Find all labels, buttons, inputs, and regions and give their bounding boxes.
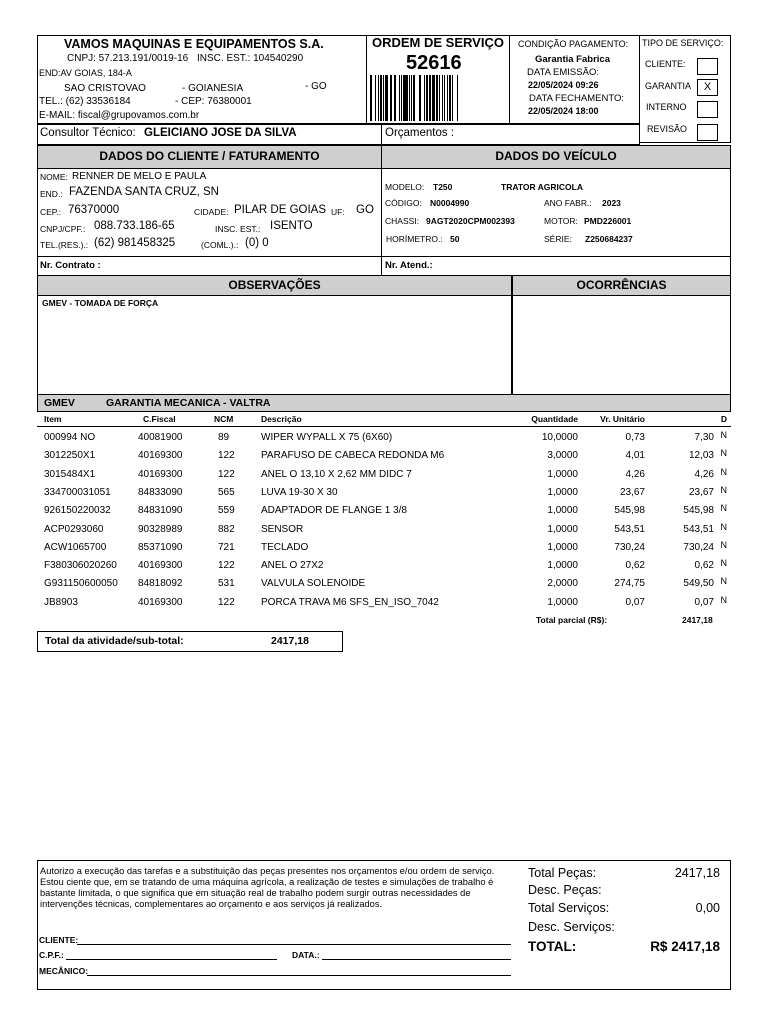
client-address: FAZENDA SANTA CRUZ, SN [69, 186, 219, 198]
vehicle-code-label: CÓDIGO: [385, 198, 422, 208]
table-row [38, 484, 730, 505]
cell-ncm: 531 [218, 578, 235, 590]
cell-unit: 0,07 [625, 596, 645, 608]
service-type-garantia-label: GARANTIA [645, 81, 692, 91]
cell-item: 334700031051 [44, 486, 111, 498]
cell-item: ACW1065700 [44, 541, 107, 553]
table-header [38, 414, 730, 432]
client-uf: GO [356, 204, 374, 216]
vehicle-engine: PMD226001 [584, 216, 632, 226]
cell-unit: 4,26 [625, 468, 645, 480]
total-label: TOTAL: [528, 939, 577, 954]
client-address-label: END.: [40, 189, 63, 199]
company-district: SAO CRISTOVAO [64, 83, 146, 94]
col-qty-header: Quantidade [531, 414, 578, 424]
cpf-line[interactable] [66, 959, 277, 960]
cell-unit: 0,73 [625, 432, 645, 443]
cell-item: 3012250X1 [44, 450, 96, 462]
total-services-label: Total Serviços: [528, 901, 610, 915]
vehicle-year: 2023 [602, 198, 621, 208]
cell-qty: 2,0000 [547, 578, 578, 590]
company-cep: - CEP: 76380001 [175, 96, 252, 107]
service-type-label: TIPO DE SERVIÇO: [642, 38, 724, 48]
cell-d: N [720, 576, 727, 587]
cell-d: N [720, 503, 727, 514]
cell-total: 23,67 [688, 486, 714, 498]
cell-qty: 1,0000 [547, 468, 578, 480]
cell-d: N [720, 484, 727, 495]
partial-value: 2417,18 [682, 615, 713, 625]
cell-total: 730,24 [683, 541, 714, 553]
client-name-label: NOME: [40, 172, 68, 182]
cell-item: 000994 NO [44, 432, 96, 443]
table-row [38, 594, 730, 615]
cell-total: 12,03 [688, 450, 714, 462]
budgets-label: Orçamentos : [385, 127, 455, 139]
company-email: E-MAIL: fiscal@grupovamos.com.br [39, 110, 200, 121]
client-tel: (62) 981458325 [94, 237, 176, 249]
vehicle-year-label: ANO FABR.: [544, 198, 592, 208]
cell-fiscal: 40169300 [138, 450, 183, 462]
client-cep-label: CEP.: [40, 207, 62, 217]
company-address: END:AV GOIAS, 184-A [39, 68, 132, 78]
table-header-divider [37, 426, 731, 427]
company-phone: TEL.: (62) 33536184 [39, 96, 131, 107]
activity-code: GMEV [44, 397, 75, 409]
partial-label: Total parcial (R$): [536, 615, 608, 625]
cell-desc: SENSOR [261, 523, 304, 535]
col-unit-header: Vr. Unitário [600, 414, 645, 424]
cell-ncm: 89 [218, 432, 230, 443]
cell-unit: 0,62 [625, 560, 645, 572]
emission-value: 22/05/2024 09:26 [528, 80, 599, 90]
client-cnpj-label: CNPJ/CPF.: [40, 224, 86, 234]
activity-title: GARANTIA MECANICA - VALTRA [106, 397, 271, 409]
mechanic-label: MECÂNICO: [39, 966, 89, 976]
cell-item: ACP0293060 [44, 523, 104, 535]
col-desc-header: Descrição [261, 414, 302, 424]
cell-total: 0,07 [694, 596, 714, 608]
cell-total: 549,50 [683, 578, 714, 590]
cell-desc: ANEL O 13,10 X 2,62 MM DIDC 7 [261, 468, 412, 480]
client-sign-label: CLIENTE: [39, 935, 79, 945]
company-cnpj: CNPJ: 57.213.191/0019-16 [67, 53, 189, 64]
observations-text: GMEV - TOMADA DE FORÇA [42, 298, 159, 308]
table-row [38, 450, 730, 468]
closing-value: 22/05/2024 18:00 [528, 106, 599, 116]
cell-qty: 1,0000 [547, 486, 578, 498]
client-coml-label: (COML.).: [201, 240, 239, 250]
vehicle-hours: 50 [450, 234, 460, 244]
barcode-bar [458, 75, 459, 121]
mechanic-line[interactable] [87, 975, 511, 976]
date-label: DATA.: [292, 950, 320, 960]
authorization-text: Autorizo a execução das tarefas e a substituição das peças presentes nos orçamentos e/ou ordem de serviço. Estou ciente que, em se tratando de uma máquina agrícola, a realização de testes e simulações de trabalho é bastante limitada, o que significa que em situação real de trabalho podem surgir outras necessidades de intervenções técnicas, complementares ao orçamento e aos serviços já realizados. [40, 866, 495, 909]
total-services-value: 0,00 [695, 901, 720, 915]
cell-ncm: 122 [218, 468, 235, 480]
total-value: R$ 2417,18 [650, 939, 720, 954]
disc-services-label: Desc. Serviços: [528, 920, 615, 934]
cell-d: N [720, 430, 727, 440]
vehicle-model-label: MODELO: [385, 182, 425, 192]
col-ncm-header: NCM [214, 414, 234, 424]
client-cep: 76370000 [68, 204, 120, 216]
order-number: 52616 [406, 52, 462, 74]
table-row [38, 578, 730, 596]
company-insc-est: INSC. EST.: 104540290 [197, 53, 304, 64]
vehicle-hours-label: HORÍMETRO.: [386, 234, 443, 244]
cell-total: 543,51 [683, 523, 714, 535]
service-type-cliente-label: CLIENTE: [645, 59, 686, 69]
observations-header: OBSERVAÇÕES [37, 275, 512, 296]
cell-desc: PARAFUSO DE CABECA REDONDA M6 [261, 450, 445, 462]
cell-fiscal: 85371090 [138, 541, 183, 553]
cell-unit: 23,67 [619, 486, 645, 498]
cell-fiscal: 40081900 [138, 432, 183, 443]
cell-qty: 1,0000 [547, 560, 578, 572]
cell-ncm: 122 [218, 596, 235, 608]
client-tel-label: TEL.(RES.).: [40, 240, 89, 250]
observations-box [37, 295, 512, 395]
cpf-label: C.P.F.: [39, 950, 64, 960]
cell-desc: PORCA TRAVA M6 SFS_EN_ISO_7042 [261, 596, 439, 608]
service-type-revisao-checkbox[interactable] [697, 124, 718, 141]
vehicle-model: T250 [433, 182, 453, 192]
cell-desc: WIPER WYPALL X 75 (6X60) [261, 432, 393, 443]
occurrences-header: OCORRÊNCIAS [512, 275, 731, 296]
consultant-label: Consultor Técnico: [40, 127, 136, 139]
table-row [38, 505, 730, 523]
cell-qty: 1,0000 [547, 505, 578, 517]
cell-desc: TECLADO [261, 541, 309, 553]
client-sign-line[interactable] [77, 944, 511, 945]
cell-ncm: 882 [218, 523, 235, 535]
service-type-cliente-checkbox[interactable] [697, 58, 718, 75]
cell-item: 3015484X1 [44, 468, 96, 480]
cell-desc: LUVA 19-30 X 30 [261, 486, 338, 498]
vehicle-chassis-label: CHASSI: [385, 216, 420, 226]
vehicle-header: DADOS DO VEÍCULO [381, 145, 731, 169]
cell-ncm: 565 [218, 486, 235, 498]
client-cnpj: 088.733.186-65 [94, 220, 175, 232]
cell-unit: 545,98 [614, 505, 645, 517]
vehicle-serial: Z250684237 [585, 234, 633, 244]
cell-fiscal: 40169300 [138, 468, 183, 480]
cell-item: JB8903 [44, 596, 78, 608]
company-name: VAMOS MAQUINAS E EQUIPAMENTOS S.A. [64, 37, 324, 51]
cell-ncm: 559 [218, 505, 235, 517]
emission-label: DATA EMISSÃO: [527, 67, 599, 78]
client-uf-label: UF: [331, 207, 345, 217]
col-d-header: D [720, 414, 727, 424]
payment-value: Garantia Fabrica [535, 54, 610, 65]
col-fiscal-header: C.Fiscal [143, 414, 176, 424]
cell-total: 545,98 [683, 505, 714, 517]
cell-desc: VALVULA SOLENOIDE [261, 578, 366, 590]
client-name: RENNER DE MELO E PAULA [72, 171, 207, 182]
client-header: DADOS DO CLIENTE / FATURAMENTO [37, 145, 382, 169]
service-type-garantia-checkbox[interactable]: X [697, 79, 718, 96]
service-type-revisao-label: REVISÃO [647, 124, 688, 134]
vehicle-type: TRATOR AGRICOLA [501, 182, 584, 192]
cell-total: 4,26 [694, 468, 714, 480]
client-city-label: CIDADE: [194, 207, 229, 217]
cell-qty: 10,0000 [541, 432, 578, 443]
subtotal-label: Total da atividade/sub-total: [45, 635, 184, 647]
company-city: - GOIANESIA [182, 83, 244, 94]
client-coml: (0) 0 [245, 237, 269, 249]
cell-qty: 1,0000 [547, 541, 578, 553]
client-insc: ISENTO [270, 220, 313, 232]
cell-total: 0,62 [694, 560, 714, 572]
cell-ncm: 721 [218, 541, 235, 553]
cell-desc: ANEL O 27X2 [261, 560, 324, 572]
occurrences-box [512, 295, 731, 395]
vehicle-engine-label: MOTOR: [544, 216, 578, 226]
cell-d: N [720, 448, 727, 459]
cell-d: N [720, 466, 727, 477]
cell-unit: 4,01 [625, 450, 645, 462]
order-title: ORDEM DE SERVIÇO [372, 35, 504, 50]
cell-d: N [720, 521, 727, 532]
cell-fiscal: 40169300 [138, 560, 183, 572]
cell-unit: 543,51 [614, 523, 645, 535]
vehicle-code: N0004990 [430, 198, 470, 208]
total-parts-value: 2417,18 [674, 866, 720, 880]
cell-item: 926150220032 [44, 505, 111, 517]
cell-qty: 3,0000 [547, 450, 578, 462]
barcode [370, 75, 502, 121]
cell-d: N [720, 539, 727, 550]
col-item-header: Item [44, 414, 62, 424]
table-row [38, 521, 730, 542]
client-insc-label: INSC. EST.: [215, 224, 261, 234]
cell-total: 7,30 [694, 432, 714, 443]
cell-fiscal: 84833090 [138, 486, 183, 498]
table-row [38, 560, 730, 578]
client-city: PILAR DE GOIAS [234, 204, 327, 216]
cell-unit: 730,24 [614, 541, 645, 553]
cell-item: G931150600050 [44, 578, 118, 590]
cell-ncm: 122 [218, 450, 235, 462]
consultant-value: GLEICIANO JOSE DA SILVA [144, 127, 297, 139]
disc-parts-label: Desc. Peças: [528, 883, 602, 897]
cell-fiscal: 84831090 [138, 505, 183, 517]
table-row [38, 466, 730, 487]
table-row [38, 432, 730, 450]
closing-label: DATA FECHAMENTO: [529, 93, 625, 104]
cell-desc: ADAPTADOR DE FLANGE 1 3/8 [261, 505, 407, 517]
attend-label: Nr. Atend.: [385, 260, 433, 271]
cell-qty: 1,0000 [547, 523, 578, 535]
date-line[interactable] [322, 959, 511, 960]
cell-item: F380306020260 [44, 560, 117, 572]
vehicle-chassis: 9AGT2020CPM002393 [426, 216, 515, 226]
payment-label: CONDIÇÃO PAGAMENTO: [518, 39, 629, 49]
cell-d: N [720, 594, 727, 605]
cell-fiscal: 40169300 [138, 596, 183, 608]
service-type-interno-checkbox[interactable] [697, 101, 718, 118]
contract-label: Nr. Contrato : [40, 260, 101, 271]
vehicle-serial-label: SÉRIE: [544, 234, 572, 244]
company-state: - GO [305, 81, 327, 92]
cell-ncm: 122 [218, 560, 235, 572]
table-row [38, 539, 730, 560]
cell-fiscal: 84818092 [138, 578, 183, 590]
attend-box [381, 256, 731, 276]
cell-unit: 274,75 [614, 578, 645, 590]
total-parts-label: Total Peças: [528, 866, 597, 880]
cell-fiscal: 90328989 [138, 523, 183, 535]
cell-d: N [720, 558, 727, 569]
subtotal-value: 2417,18 [271, 635, 309, 647]
cell-qty: 1,0000 [547, 596, 578, 608]
service-type-interno-label: INTERNO [646, 102, 687, 112]
